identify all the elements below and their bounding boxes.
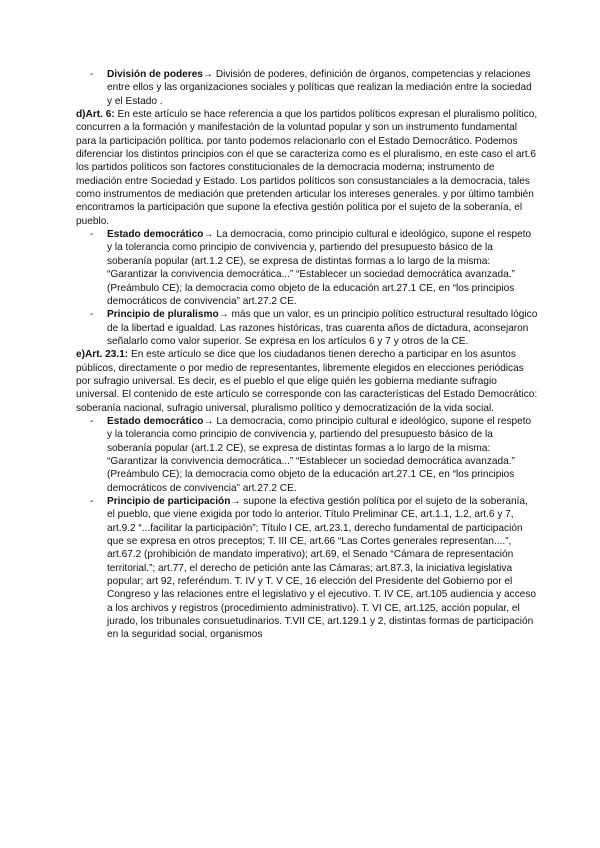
bullet-body: División de poderes, definición de órganos, competencias y relaciones entre ellos y las organizaciones sociales y políticas que realizan la mediación entre la sociedad y el Estado . (107, 69, 532, 107)
bullet-text (107, 308, 538, 348)
bullet-division-poderes (90, 68, 538, 108)
bullet-term: Principio de pluralismo (107, 309, 219, 321)
section-d-paragraph (76, 108, 538, 228)
bullet-body: supone la efectiva gestión política por el sujeto de la soberanía, el pueblo, que viene exigida por todo lo anterior. Título Preliminar CE, art.1.1, 1.2, art.6 y 7, art.9.2 “...facilitar la participación”; Título I CE, art.23.1, derecho fundamental de participación que se expresa en otros preceptos; T. III CE, art.66 “Las Cortes generales representan....”, art.67.2 (prohibición de mandato imperativo); art.69, el Senado “Cámara de representación territorial.”; art.77, el derecho de petición ante las Cámaras; art.87.3, la iniciativa legislativa popular; art 92, referéndum. T. IV y T. V CE, 16 elección del Presidente del Gobierno por el Congreso y las relaciones entre el legislativo y el ejecutivo. T. IV CE, art.105 audiencia y acceso a los archivos y registros (procedimiento administrativo). T. VI CE, art.125, acción popular, el jurado, los tribunales consuetudinarios. T.VII CE, art.129.1 y 2, distintas formas de participación en la seguridad social, organismos (107, 496, 537, 641)
bullet-term: Estado democrático (107, 415, 204, 427)
section-d-heading: d)Art. 6: (76, 109, 115, 121)
bullet-principio-pluralismo (90, 308, 538, 348)
section-e-heading: e)Art. 23.1: (76, 349, 129, 361)
bullet-dash: - (90, 309, 94, 321)
bullet-estado-democratico-2 (90, 415, 538, 495)
section-d-body: En este artículo se hace referencia a que los partidos políticos expresan el pluralismo político, concurren a la formación y manifestación de la voluntad popular y son un instrumento fundamental para la participación política. por tanto podemos relacionarlo con el Estado Democrático. Podemos diferenciar los distintos principios con el que se caracteriza como es el pluralismo, en este caso el art.6 los partidos políticos son factores constitucionales de la democracia moderna; instrumento de mediación entre Sociedad y Estado. Los partidos políticos son consustanciales a la democracia, tales como instrumentos de mediación que pretenden articular los intereses generales. y por último también encontramos la participación que supone la efectiva gestión política por el sujeto de la soberanía, el pueblo. (76, 109, 538, 227)
section-e-body: En este artículo se dice que los ciudadanos tienen derecho a participar en los asuntos públicos, directamente o por medio de representantes, libremente elegidos en elecciones periódicas por sufragio universal. Es decir, es el pueblo el que elige quién les gobierna mediante sufragio universal. El contenido de este artículo se corresponde con las características del Estado Democrático: soberanía nacional, sufragio universal, pluralismo político y democratización de la vida social. (76, 349, 538, 414)
bullet-principio-participacion (90, 495, 538, 642)
bullet-arrow: → (203, 415, 214, 427)
bullet-dash: - (90, 229, 94, 241)
bullet-term: Principio de participación (107, 496, 231, 507)
bullet-dash: - (90, 415, 94, 427)
bullet-text (107, 68, 538, 108)
bullet-arrow: → (203, 229, 214, 241)
bullet-term: División de poderes (107, 69, 203, 80)
document-page (76, 68, 538, 642)
bullet-dash: - (90, 496, 94, 507)
bullet-text (107, 495, 538, 642)
bullet-text (107, 415, 538, 495)
bullet-arrow: → (230, 496, 241, 507)
bullet-dash: - (90, 69, 94, 80)
bullet-term: Estado democrático (107, 229, 204, 241)
bullet-estado-democratico (90, 228, 538, 308)
section-e-paragraph (76, 348, 538, 415)
bullet-body: La democracia, como principio cultural e ideológico, supone el respeto y la tolerancia como principio de convivencia y, partiendo del presupuesto básico de la soberanía popular (art.1.2 CE), se expresa de distintas formas a lo largo de la misma: “Garantizar la convivencia democrática...” “Establecer un sociedad democrática avanzada.” (Preámbulo CE); la democracia como objeto de la educación art.27.1 CE, en “los principios democráticos de convivencia” art.27.2 CE. (107, 229, 532, 307)
bullet-body: más que un valor, es un principio político estructural resultado lógico de la libertad e igualdad. Las razones históricas, tras cuarenta años de dictadura, aconsejaron señalarlo como valor superior. Se expresa en los artículos 6 y 7 y otros de la CE. (107, 309, 538, 347)
bullet-text (107, 228, 538, 308)
bullet-arrow: → (218, 309, 229, 321)
bullet-arrow: → (202, 69, 214, 80)
bullet-body: La democracia, como principio cultural e ideológico, supone el respeto y la tolerancia como principio de convivencia y, partiendo del presupuesto básico de la soberanía popular (art.1.2 CE), se expresa de distintas formas a lo largo de la misma: “Garantizar la convivencia democrática...” “Establecer un sociedad democrática avanzada.” (Preámbulo CE); la democracia como objeto de la educación art.27.1 CE, en “los principios democráticos de convivencia” art.27.2 CE. (107, 415, 532, 494)
